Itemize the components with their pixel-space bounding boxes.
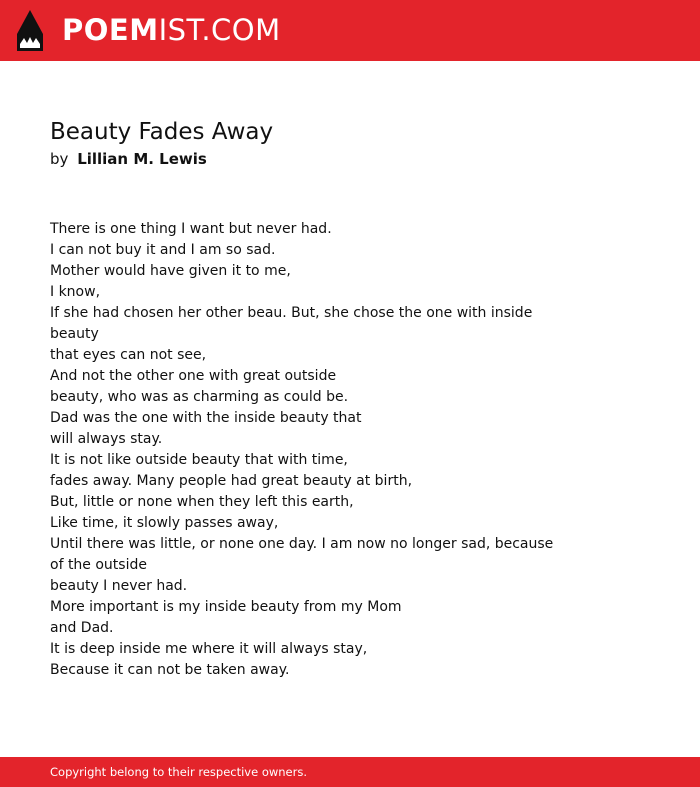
logo-bold-text: POEM xyxy=(62,13,159,47)
poem-line: beauty xyxy=(50,326,99,342)
copyright-text: Copyright belong to their respective owners. xyxy=(50,765,308,779)
poem-line: But, little or none when they left this earth, xyxy=(50,494,354,510)
poem-title: Beauty Fades Away xyxy=(50,119,274,145)
poem-line: If she had chosen her other beau. But, she chose the one with inside xyxy=(50,305,533,321)
poem-line: I can not buy it and I am so sad. xyxy=(50,242,276,258)
poem-line: fades away. Many people had great beauty at birth, xyxy=(50,473,413,489)
poem-line: Because it can not be taken away. xyxy=(50,662,290,678)
poem-line: It is deep inside me where it will always stay, xyxy=(50,641,368,657)
author-name: Lillian M. Lewis xyxy=(77,150,207,168)
by-label: by xyxy=(50,150,69,168)
poem-line: and Dad. xyxy=(50,620,114,636)
poem-line: Dad was the one with the inside beauty that xyxy=(50,410,362,426)
poem-line: Until there was little, or none one day. I am now no longer sad, because xyxy=(50,536,554,552)
byline xyxy=(50,149,207,169)
poem-line: Like time, it slowly passes away, xyxy=(50,515,279,531)
poem-line: Mother would have given it to me, xyxy=(50,263,291,279)
poem-body xyxy=(50,219,560,681)
poem-line: will always stay. xyxy=(50,431,163,447)
poem-line: It is not like outside beauty that with time, xyxy=(50,452,348,468)
poem-line: beauty, who was as charming as could be. xyxy=(50,389,349,405)
site-header xyxy=(0,0,700,61)
poem-line: that eyes can not see, xyxy=(50,347,207,363)
logo-light-text: IST.COM xyxy=(158,13,281,47)
poem-line: I know, xyxy=(50,284,101,300)
poem-line: There is one thing I want but never had. xyxy=(50,221,332,237)
poem-line: And not the other one with great outside xyxy=(50,368,337,384)
poem-line: More important is my inside beauty from my Mom xyxy=(50,599,402,615)
poem-line: of the outside xyxy=(50,557,147,573)
poem-line: beauty I never had. xyxy=(50,578,188,594)
pencil-tip-icon[interactable] xyxy=(17,10,43,51)
site-footer xyxy=(0,757,700,787)
site-logo[interactable] xyxy=(62,13,281,47)
